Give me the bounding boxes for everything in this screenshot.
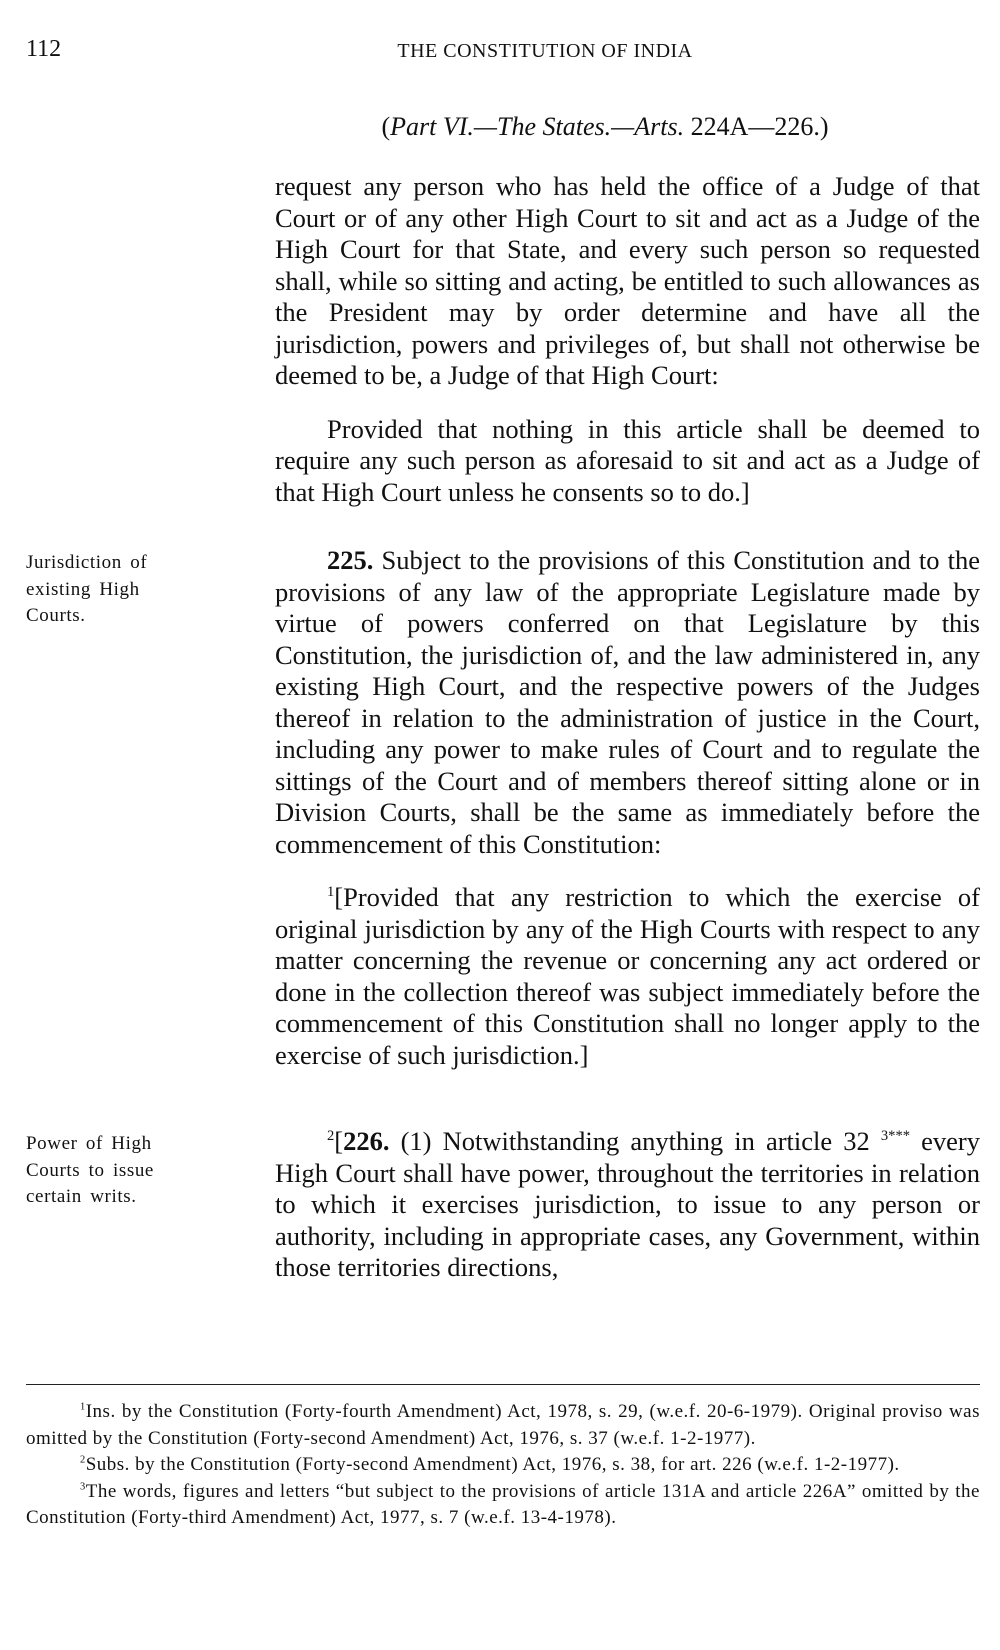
- article-226-bracket: [: [334, 1126, 344, 1156]
- footnote-ref-2[interactable]: 2: [327, 1128, 335, 1145]
- article-226-text-b: every High Court shall have power, throughout the territories in relation to which it exercises jurisdiction, to issue to any person or authority, including in appropriate cases, any Government, within those territories directions,: [275, 1126, 980, 1282]
- article-226-text-a: (1) Notwithstanding anything in article 32: [389, 1126, 881, 1156]
- part-heading-rest: 224A—226.): [684, 112, 829, 141]
- article-225-proviso: [275, 882, 980, 1071]
- running-title: THE CONSTITUTION OF INDIA: [397, 40, 693, 62]
- footnote-ref-3-number: 3: [880, 1128, 889, 1145]
- footnote-3-text: The words, figures and letters “but subject to the provisions of article 131A and article 226A” omitted by the Constitution (Forty-third Amendment) Act, 1977, s. 7 (w.e.f. 13-4-1978).: [26, 1480, 980, 1529]
- footnote-3: [26, 1479, 980, 1532]
- part-heading-open: (: [381, 112, 391, 141]
- omission-marks: ***: [888, 1128, 911, 1145]
- proviso-224a: Provided that nothing in this article shall be deemed to require any such person as aforesaid to sit and act as a Judge of that High Court unless he consents so to do.]: [275, 413, 980, 507]
- margin-note-226: Power of High Courts to issue certain writs.: [26, 1133, 154, 1207]
- footnote-ref-1[interactable]: 1: [327, 884, 335, 901]
- footnote-3-marker: 3: [80, 1481, 86, 1493]
- footnote-1-text: Ins. by the Constitution (Forty-fourth Amendment) Act, 1978, s. 29, (w.e.f. 20-6-1979). Original proviso was omitted by the Constitution (Forty-second Amendment) Act, 1976, s. 37 (w.e.f. 1-2-1977).: [26, 1401, 980, 1449]
- article-226: [275, 1126, 980, 1284]
- part-heading-italic: Part VI.—The States.—Arts.: [390, 112, 685, 141]
- footnote-ref-3[interactable]: [881, 1128, 910, 1144]
- footnote-2-marker: 2: [80, 1454, 86, 1466]
- body-block-226: [275, 1126, 980, 1284]
- article-225: [275, 545, 980, 860]
- article-225-number: 225.: [327, 545, 374, 575]
- footnotes: [26, 1399, 980, 1532]
- article-225-proviso-text: [Provided that any restriction to which the exercise of original jurisdiction by any of the High Courts with respect to any matter concerning the revenue or concerning any act ordered or done in the collection thereof was subject immediately before the commencement of this Constitution shall no longer apply to the exercise of such jurisdiction.]: [275, 882, 980, 1070]
- page-number: 112: [26, 36, 62, 62]
- body-block-225: [275, 545, 980, 1071]
- continued-paragraph: request any person who has held the office of a Judge of that Court or of any other High Court to sit and act as a Judge of the High Court for that State, and every such person so requested shall, while so sitting and acting, be entitled to such allowances as the President may by order determine and have all the jurisdiction, powers and privileges of, but shall not otherwise be deemed to be, a Judge of that High Court:: [275, 171, 980, 390]
- part-heading: [280, 112, 930, 142]
- article-225-text: Subject to the provisions of this Constitution and to the provisions of any law of the appropriate Legislature made by virtue of powers conferred on that Legislature by this Constitution, the jurisdiction of, and the law administered in, any existing High Court, and the respective powers of the Judges thereof in relation to the administration of justice in the Court, including any power to make rules of Court and to regulate the sittings of the Court and of members thereof sitting alone or in Division Courts, shall be the same as immediately before the commencement of this Constitution:: [275, 545, 980, 859]
- article-226-number: 226.: [343, 1126, 390, 1156]
- footnote-1-marker: 1: [80, 1401, 86, 1413]
- footnote-1: [26, 1399, 980, 1452]
- footnote-2-text: Subs. by the Constitution (Forty-second Amendment) Act, 1976, s. 38, for art. 226 (w.e.f. 1-2-1977).: [85, 1454, 900, 1476]
- footnote-2: [26, 1452, 980, 1479]
- footnote-divider: [26, 1384, 980, 1385]
- margin-note-225: Jurisdiction of existing High Courts.: [26, 552, 148, 626]
- body-block-1: [275, 171, 980, 508]
